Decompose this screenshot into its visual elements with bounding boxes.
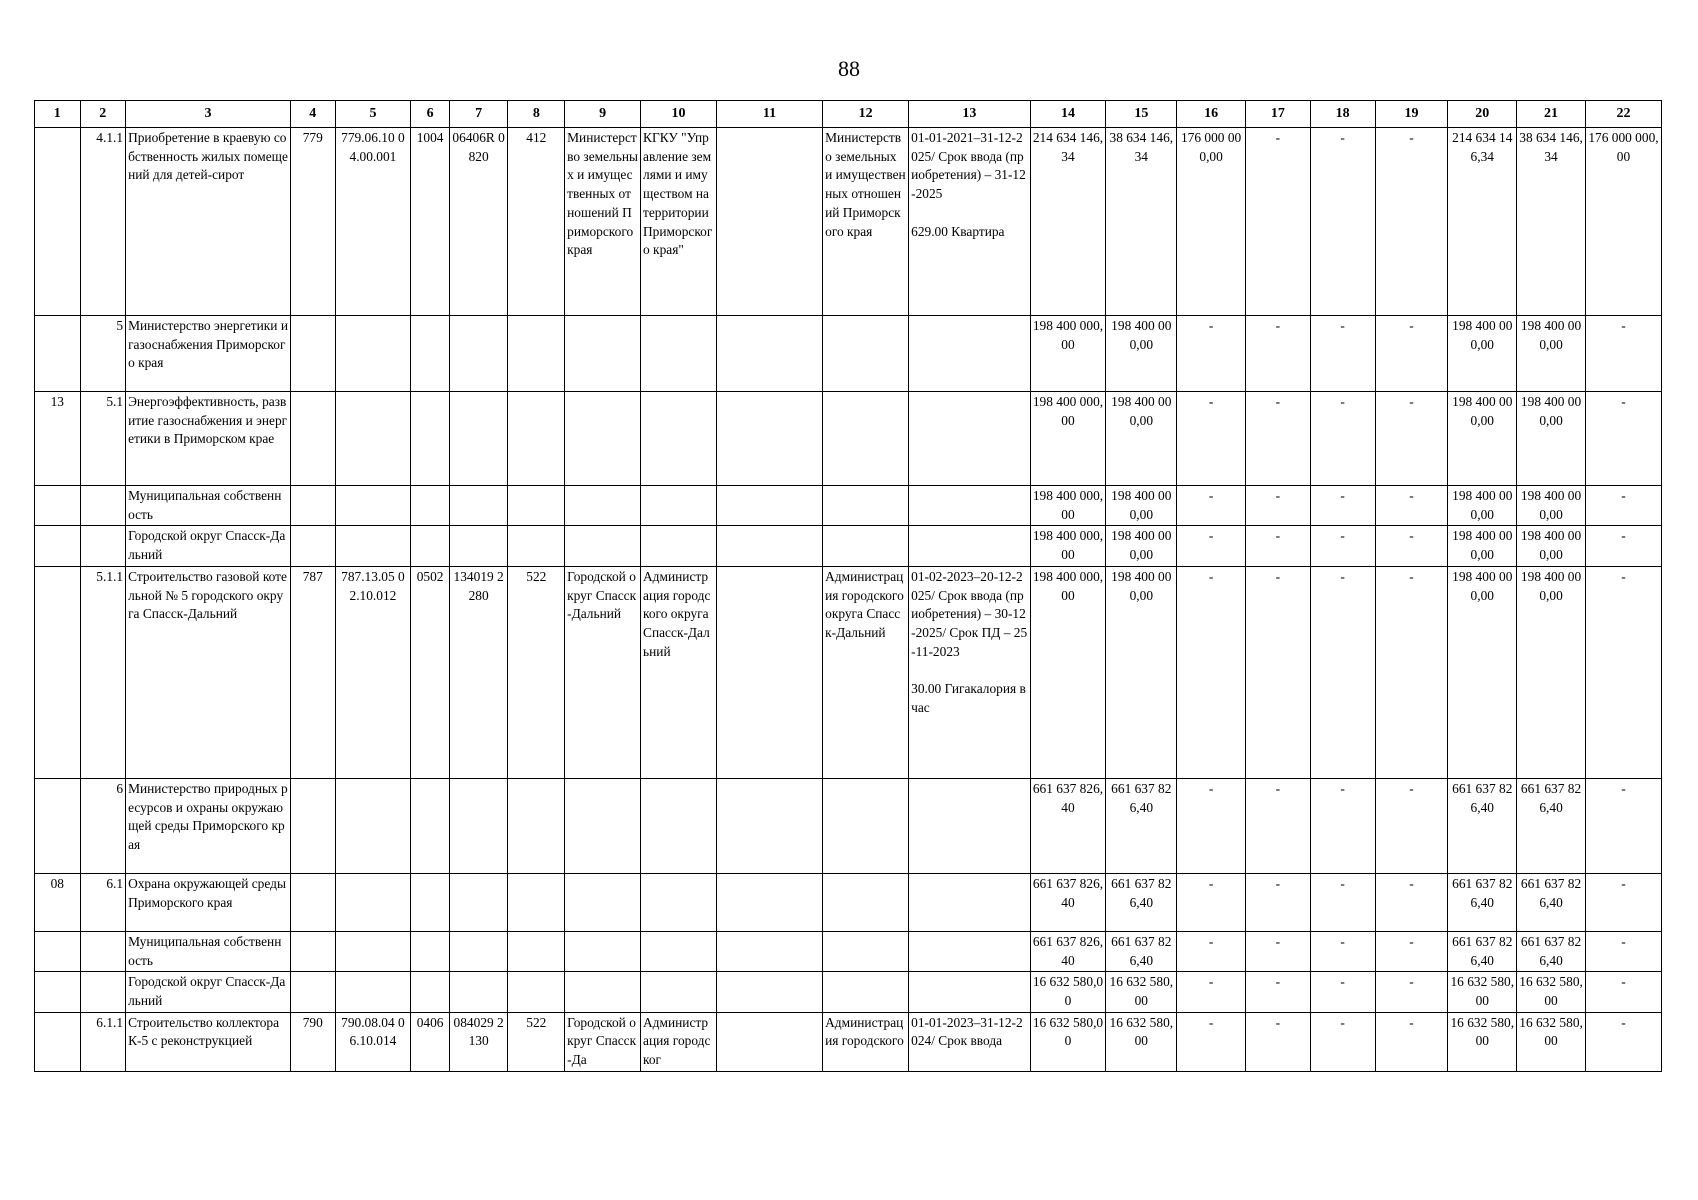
table-row (35, 1012, 1662, 1071)
cell-col-10 (641, 931, 717, 971)
cell-col-3: Министерство энергетики и газоснабжения Приморского края (126, 316, 291, 392)
cell-col-7 (449, 778, 508, 873)
cell-col-8: 412 (508, 128, 565, 316)
cell-col-18: - (1310, 392, 1375, 486)
cell-col-15: 661 637 826,40 (1106, 778, 1177, 873)
cell-col-6 (411, 316, 449, 392)
cell-col-11 (716, 1012, 822, 1071)
cell-col-6 (411, 778, 449, 873)
cell-col-22: - (1585, 972, 1661, 1012)
cell-col-21: 661 637 826,40 (1517, 778, 1586, 873)
column-header-18: 18 (1310, 101, 1375, 128)
budget-table (34, 100, 1662, 1072)
cell-col-10 (641, 526, 717, 566)
cell-col-5 (335, 778, 411, 873)
cell-col-16: - (1177, 931, 1246, 971)
cell-col-9 (565, 931, 641, 971)
cell-col-6 (411, 486, 449, 526)
cell-col-20: 198 400 000,00 (1448, 566, 1517, 778)
cell-col-5 (335, 931, 411, 971)
cell-col-7 (449, 526, 508, 566)
cell-col-17: - (1246, 931, 1311, 971)
cell-col-19: - (1375, 873, 1448, 931)
column-header-11: 11 (716, 101, 822, 128)
cell-col-20: 198 400 000,00 (1448, 526, 1517, 566)
cell-col-20: 198 400 000,00 (1448, 392, 1517, 486)
cell-col-21: 198 400 000,00 (1517, 392, 1586, 486)
cell-col-4: 790 (290, 1012, 335, 1071)
cell-col-12 (823, 778, 909, 873)
cell-col-1 (35, 972, 81, 1012)
cell-col-14: 16 632 580,00 (1030, 972, 1106, 1012)
cell-col-16: - (1177, 486, 1246, 526)
cell-col-9 (565, 778, 641, 873)
column-header-22: 22 (1585, 101, 1661, 128)
cell-col-5: 787.13.05 02.10.012 (335, 566, 411, 778)
cell-col-10: КГКУ "Управление землями и имуществом на территории Приморского края" (641, 128, 717, 316)
cell-col-15: 198 400 000,00 (1106, 316, 1177, 392)
table-row (35, 778, 1662, 873)
cell-col-5 (335, 392, 411, 486)
cell-col-12: Администрация городского (823, 1012, 909, 1071)
cell-col-21: 198 400 000,00 (1517, 316, 1586, 392)
cell-col-15: 16 632 580,00 (1106, 972, 1177, 1012)
cell-col-4 (290, 972, 335, 1012)
cell-col-15: 38 634 146,34 (1106, 128, 1177, 316)
cell-col-5 (335, 873, 411, 931)
column-header-20: 20 (1448, 101, 1517, 128)
column-header-16: 16 (1177, 101, 1246, 128)
cell-col-17: - (1246, 566, 1311, 778)
cell-col-8 (508, 486, 565, 526)
cell-col-6 (411, 526, 449, 566)
cell-col-16: - (1177, 778, 1246, 873)
cell-col-21: 16 632 580,00 (1517, 1012, 1586, 1071)
cell-col-15: 198 400 000,00 (1106, 486, 1177, 526)
cell-col-10 (641, 486, 717, 526)
cell-col-4 (290, 316, 335, 392)
table-row (35, 486, 1662, 526)
cell-col-2: 5 (80, 316, 126, 392)
cell-col-1 (35, 128, 81, 316)
cell-col-13 (909, 392, 1030, 486)
cell-col-21: 16 632 580,00 (1517, 972, 1586, 1012)
cell-col-8 (508, 526, 565, 566)
column-header-19: 19 (1375, 101, 1448, 128)
cell-col-20: 661 637 826,40 (1448, 931, 1517, 971)
column-header-9: 9 (565, 101, 641, 128)
cell-col-21: 198 400 000,00 (1517, 486, 1586, 526)
cell-col-12: Министерство земельных и имущественных отношений Приморского края (823, 128, 909, 316)
cell-col-3: Строительство газовой котельной № 5 городского округа Спасск-Дальний (126, 566, 291, 778)
column-header-13: 13 (909, 101, 1030, 128)
cell-col-8 (508, 316, 565, 392)
cell-col-11 (716, 392, 822, 486)
cell-col-2 (80, 972, 126, 1012)
cell-col-18: - (1310, 1012, 1375, 1071)
cell-col-4 (290, 526, 335, 566)
cell-col-4 (290, 778, 335, 873)
cell-col-12 (823, 526, 909, 566)
header-row (35, 101, 1662, 128)
cell-col-17: - (1246, 316, 1311, 392)
cell-col-19: - (1375, 1012, 1448, 1071)
cell-col-7 (449, 873, 508, 931)
cell-col-3: Городской округ Спасск-Дальний (126, 972, 291, 1012)
cell-col-11 (716, 566, 822, 778)
cell-col-21: 198 400 000,00 (1517, 566, 1586, 778)
cell-col-18: - (1310, 972, 1375, 1012)
cell-col-15: 661 637 826,40 (1106, 931, 1177, 971)
cell-col-12 (823, 392, 909, 486)
cell-col-1 (35, 778, 81, 873)
column-header-2: 2 (80, 101, 126, 128)
cell-col-15: 16 632 580,00 (1106, 1012, 1177, 1071)
cell-col-1 (35, 486, 81, 526)
column-header-12: 12 (823, 101, 909, 128)
cell-col-19: - (1375, 392, 1448, 486)
cell-col-19: - (1375, 486, 1448, 526)
cell-col-20: 198 400 000,00 (1448, 316, 1517, 392)
table-row (35, 392, 1662, 486)
cell-col-7 (449, 392, 508, 486)
cell-col-11 (716, 486, 822, 526)
cell-col-15: 661 637 826,40 (1106, 873, 1177, 931)
cell-col-7 (449, 486, 508, 526)
cell-col-14: 198 400 000,00 (1030, 392, 1106, 486)
cell-col-15: 198 400 000,00 (1106, 526, 1177, 566)
cell-col-11 (716, 931, 822, 971)
cell-col-13 (909, 972, 1030, 1012)
cell-col-14: 661 637 826,40 (1030, 931, 1106, 971)
cell-col-4 (290, 392, 335, 486)
cell-col-3: Приобретение в краевую собственность жилых помещений для детей-сирот (126, 128, 291, 316)
cell-col-11 (716, 526, 822, 566)
table-row (35, 972, 1662, 1012)
cell-col-1 (35, 931, 81, 971)
column-header-8: 8 (508, 101, 565, 128)
cell-col-18: - (1310, 873, 1375, 931)
cell-col-7 (449, 931, 508, 971)
cell-col-20: 661 637 826,40 (1448, 778, 1517, 873)
table-row (35, 316, 1662, 392)
cell-col-1 (35, 566, 81, 778)
table-body (35, 128, 1662, 1072)
cell-col-10: Администрация городского округа Спасск-Дальний (641, 566, 717, 778)
cell-col-18: - (1310, 316, 1375, 392)
cell-col-13: 01-02-2023–20-12-2025/ Срок ввода (приобретения) – 30-12-2025/ Срок ПД – 25-11-2023 30.00 Гигакалория в час (909, 566, 1030, 778)
cell-col-5: 790.08.04 06.10.014 (335, 1012, 411, 1071)
cell-col-2: 5.1.1 (80, 566, 126, 778)
cell-col-6: 1004 (411, 128, 449, 316)
cell-col-18: - (1310, 128, 1375, 316)
cell-col-12 (823, 486, 909, 526)
cell-col-13 (909, 931, 1030, 971)
cell-col-3: Строительство коллектора К-5 с реконструкцией (126, 1012, 291, 1071)
cell-col-9 (565, 392, 641, 486)
cell-col-8 (508, 972, 565, 1012)
cell-col-12 (823, 316, 909, 392)
cell-col-19: - (1375, 778, 1448, 873)
cell-col-2: 5.1 (80, 392, 126, 486)
cell-col-22: - (1585, 526, 1661, 566)
cell-col-22: - (1585, 1012, 1661, 1071)
cell-col-8 (508, 873, 565, 931)
cell-col-22: - (1585, 873, 1661, 931)
cell-col-16: - (1177, 1012, 1246, 1071)
cell-col-9 (565, 526, 641, 566)
cell-col-12 (823, 972, 909, 1012)
cell-col-9 (565, 873, 641, 931)
cell-col-11 (716, 873, 822, 931)
cell-col-3: Министерство природных ресурсов и охраны окружающей среды Приморского края (126, 778, 291, 873)
cell-col-1 (35, 526, 81, 566)
cell-col-1: 08 (35, 873, 81, 931)
cell-col-1 (35, 316, 81, 392)
cell-col-7: 06406R 0820 (449, 128, 508, 316)
cell-col-19: - (1375, 931, 1448, 971)
cell-col-9 (565, 972, 641, 1012)
cell-col-6 (411, 972, 449, 1012)
cell-col-22: - (1585, 566, 1661, 778)
column-header-6: 6 (411, 101, 449, 128)
column-header-4: 4 (290, 101, 335, 128)
cell-col-17: - (1246, 128, 1311, 316)
cell-col-7: 084029 2130 (449, 1012, 508, 1071)
cell-col-9 (565, 316, 641, 392)
cell-col-3: Охрана окружающей среды Приморского края (126, 873, 291, 931)
page-number: 88 (838, 56, 860, 81)
cell-col-13 (909, 316, 1030, 392)
cell-col-3: Муниципальная собственность (126, 486, 291, 526)
cell-col-9: Городской округ Спасск-Да (565, 1012, 641, 1071)
cell-col-19: - (1375, 972, 1448, 1012)
table-row (35, 931, 1662, 971)
cell-col-16: - (1177, 873, 1246, 931)
cell-col-18: - (1310, 486, 1375, 526)
column-header-17: 17 (1246, 101, 1311, 128)
cell-col-18: - (1310, 526, 1375, 566)
cell-col-20: 16 632 580,00 (1448, 1012, 1517, 1071)
cell-col-22: - (1585, 486, 1661, 526)
cell-col-22: 176 000 000,00 (1585, 128, 1661, 316)
cell-col-15: 198 400 000,00 (1106, 566, 1177, 778)
cell-col-6 (411, 931, 449, 971)
cell-col-19: - (1375, 128, 1448, 316)
cell-col-2: 6.1 (80, 873, 126, 931)
cell-col-14: 198 400 000,00 (1030, 316, 1106, 392)
cell-col-19: - (1375, 316, 1448, 392)
cell-col-8 (508, 778, 565, 873)
cell-col-22: - (1585, 316, 1661, 392)
cell-col-8 (508, 931, 565, 971)
cell-col-14: 661 637 826,40 (1030, 778, 1106, 873)
cell-col-22: - (1585, 392, 1661, 486)
cell-col-11 (716, 972, 822, 1012)
cell-col-2 (80, 486, 126, 526)
cell-col-2 (80, 931, 126, 971)
cell-col-6: 0502 (411, 566, 449, 778)
column-header-10: 10 (641, 101, 717, 128)
cell-col-4 (290, 486, 335, 526)
cell-col-14: 661 637 826,40 (1030, 873, 1106, 931)
table-row (35, 566, 1662, 778)
cell-col-8: 522 (508, 566, 565, 778)
cell-col-14: 16 632 580,00 (1030, 1012, 1106, 1071)
table-row (35, 873, 1662, 931)
cell-col-21: 661 637 826,40 (1517, 873, 1586, 931)
column-header-21: 21 (1517, 101, 1586, 128)
cell-col-13 (909, 873, 1030, 931)
cell-col-6: 0406 (411, 1012, 449, 1071)
table-row (35, 128, 1662, 316)
cell-col-4 (290, 931, 335, 971)
cell-col-15: 198 400 000,00 (1106, 392, 1177, 486)
cell-col-14: 198 400 000,00 (1030, 486, 1106, 526)
cell-col-3: Муниципальная собственность (126, 931, 291, 971)
cell-col-20: 661 637 826,40 (1448, 873, 1517, 931)
cell-col-2: 6.1.1 (80, 1012, 126, 1071)
cell-col-13: 01-01-2021–31-12-2025/ Срок ввода (приобретения) – 31-12-2025 629.00 Квартира (909, 128, 1030, 316)
cell-col-18: - (1310, 566, 1375, 778)
cell-col-17: - (1246, 873, 1311, 931)
cell-col-12 (823, 873, 909, 931)
cell-col-10 (641, 392, 717, 486)
cell-col-5 (335, 316, 411, 392)
column-header-15: 15 (1106, 101, 1177, 128)
cell-col-11 (716, 316, 822, 392)
cell-col-14: 198 400 000,00 (1030, 526, 1106, 566)
cell-col-16: - (1177, 316, 1246, 392)
cell-col-7 (449, 972, 508, 1012)
cell-col-20: 16 632 580,00 (1448, 972, 1517, 1012)
cell-col-13: 01-01-2023–31-12-2024/ Срок ввода (909, 1012, 1030, 1071)
cell-col-10 (641, 972, 717, 1012)
cell-col-17: - (1246, 392, 1311, 486)
cell-col-10 (641, 778, 717, 873)
cell-col-17: - (1246, 526, 1311, 566)
cell-col-9 (565, 486, 641, 526)
column-header-3: 3 (126, 101, 291, 128)
cell-col-20: 214 634 146,34 (1448, 128, 1517, 316)
cell-col-16: - (1177, 526, 1246, 566)
cell-col-19: - (1375, 526, 1448, 566)
cell-col-2: 6 (80, 778, 126, 873)
cell-col-8: 522 (508, 1012, 565, 1071)
cell-col-10 (641, 873, 717, 931)
cell-col-12: Администрация городского округа Спасск-Дальний (823, 566, 909, 778)
cell-col-9: Министерство земельных и имущественных отношений Приморского края (565, 128, 641, 316)
cell-col-20: 198 400 000,00 (1448, 486, 1517, 526)
cell-col-21: 661 637 826,40 (1517, 931, 1586, 971)
column-header-5: 5 (335, 101, 411, 128)
cell-col-11 (716, 778, 822, 873)
column-header-7: 7 (449, 101, 508, 128)
cell-col-18: - (1310, 778, 1375, 873)
cell-col-7 (449, 316, 508, 392)
cell-col-8 (508, 392, 565, 486)
cell-col-2 (80, 526, 126, 566)
table-row (35, 526, 1662, 566)
column-header-1: 1 (35, 101, 81, 128)
cell-col-22: - (1585, 931, 1661, 971)
cell-col-17: - (1246, 972, 1311, 1012)
cell-col-2: 4.1.1 (80, 128, 126, 316)
cell-col-17: - (1246, 778, 1311, 873)
cell-col-14: 198 400 000,00 (1030, 566, 1106, 778)
cell-col-16: 176 000 000,00 (1177, 128, 1246, 316)
cell-col-3: Городской округ Спасск-Дальний (126, 526, 291, 566)
cell-col-16: - (1177, 392, 1246, 486)
cell-col-10: Администрация городског (641, 1012, 717, 1071)
cell-col-5 (335, 526, 411, 566)
cell-col-16: - (1177, 972, 1246, 1012)
cell-col-17: - (1246, 486, 1311, 526)
cell-col-13 (909, 486, 1030, 526)
cell-col-19: - (1375, 566, 1448, 778)
cell-col-4: 787 (290, 566, 335, 778)
cell-col-6 (411, 873, 449, 931)
cell-col-18: - (1310, 931, 1375, 971)
cell-col-16: - (1177, 566, 1246, 778)
cell-col-21: 198 400 000,00 (1517, 526, 1586, 566)
cell-col-1 (35, 1012, 81, 1071)
cell-col-21: 38 634 146,34 (1517, 128, 1586, 316)
column-header-14: 14 (1030, 101, 1106, 128)
cell-col-5 (335, 972, 411, 1012)
cell-col-7: 134019 2280 (449, 566, 508, 778)
cell-col-13 (909, 526, 1030, 566)
cell-col-14: 214 634 146,34 (1030, 128, 1106, 316)
cell-col-1: 13 (35, 392, 81, 486)
cell-col-22: - (1585, 778, 1661, 873)
cell-col-13 (909, 778, 1030, 873)
cell-col-5: 779.06.10 04.00.001 (335, 128, 411, 316)
cell-col-12 (823, 931, 909, 971)
cell-col-5 (335, 486, 411, 526)
cell-col-4 (290, 873, 335, 931)
cell-col-6 (411, 392, 449, 486)
cell-col-17: - (1246, 1012, 1311, 1071)
cell-col-4: 779 (290, 128, 335, 316)
cell-col-10 (641, 316, 717, 392)
cell-col-9: Городской округ Спасск-Дальний (565, 566, 641, 778)
cell-col-11 (716, 128, 822, 316)
cell-col-3: Энергоэффективность, развитие газоснабжения и энергетики в Приморском крае (126, 392, 291, 486)
